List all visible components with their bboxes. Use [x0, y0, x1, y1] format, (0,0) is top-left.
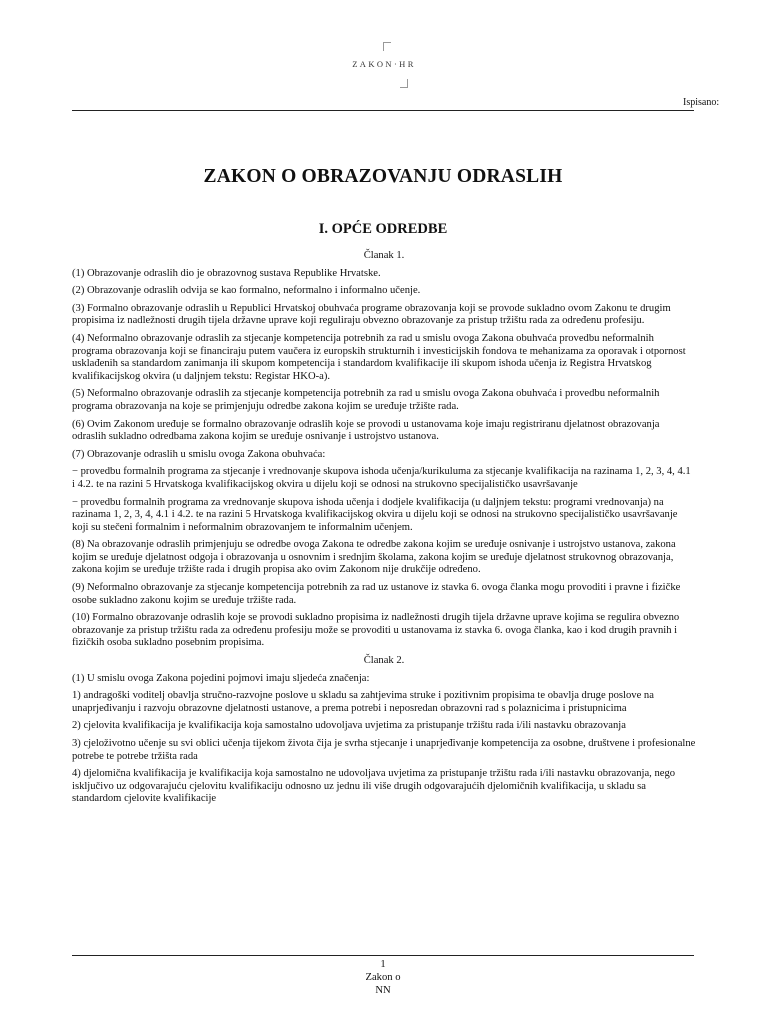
logo-corner-mark-top	[383, 42, 391, 51]
definition-item: 4) djelomična kvalifikacija je kvalifikacija koja samostalno ne udovoljava uvjetima za pristupanje tržištu rada i/ili nastavku obrazovanja, nego isključivo uz odgovarajuću cjelovitu kvalifikaciju odnosno uz jednu ili više drugih odgovarajućih djelomičnih kvalifikacija, u skladu sa standardom cjelovite kvalifikacije	[72, 768, 676, 805]
paragraph: (4) Neformalno obrazovanje odraslih za stjecanje kompetencija potrebnih za rad u smislu ovoga Zakona obuhvaća provedbu neformalnih programa obrazovanja koji se financiraju putem vaučera iz europskih strukturnih i investicijskih fondova te mehanizama za oporavak i otpornost usklađenih sa standardom zanimanja ili skupom kompetencija i standardom kvalifikacije ili skupom ishoda učenja iz Registra Hrvatskog kvalifikacijskog okvira (u daljnjem tekstu: Registar HKO-a).	[72, 332, 686, 382]
print-label: Ispisano:	[683, 97, 720, 108]
list-item: − provedbu formalnih programa za stjecanje i vrednovanje skupova ishoda učenja/kurikuluma za stjecanje kvalifikacija na razinama 1, 2, 3, 4, 4.1 i 4.2. te na razini 5 Hrvatskoga kvalifikacijskog okvira u dijelu koji se odnosi na strukovno specijalističko usavršavanje	[72, 466, 691, 490]
document-body	[72, 250, 696, 811]
page-number: 1	[380, 959, 386, 970]
footer-line-1: Zakon o	[365, 972, 401, 983]
footer-divider	[72, 955, 694, 956]
paragraph: (1) Obrazovanje odraslih dio je obrazovnog sustava Republike Hrvatske.	[72, 267, 381, 279]
section-heading: I. OPĆE ODREDBE	[318, 221, 448, 237]
paragraph: (7) Obrazovanje odraslih u smislu ovoga Zakona obuhvaća:	[72, 448, 326, 460]
list-item: − provedbu formalnih programa za vrednovanje skupova ishoda učenja i dodjele kvalifikacija (u daljnjem tekstu: programi vrednovanja) na razinama 1, 2, 3, 4, 4.1 i 4.2. te na razini 5 Hrvatskoga kvalifikacijskog okvira u dijelu koji se odnosi na strukovno specijalističko usavršavanje koji su stečeni formalnim i neformalnim obrazovanjem te informalnim učenjem.	[72, 496, 678, 533]
site-logo	[326, 42, 442, 88]
header-divider	[72, 110, 694, 111]
paragraph: (2) Obrazovanje odraslih odvija se kao formalno, neformalno i informalno učenje.	[72, 285, 421, 297]
footer-line-2: NN	[375, 985, 391, 996]
logo-corner-mark-bottom	[400, 79, 408, 88]
paragraph: (5) Neformalno obrazovanje odraslih za stjecanje kompetencija potrebnih za rad u smislu ovoga Zakona obuhvaća i provedbu neformalnih programa obrazovanja na koje se primjenjuju odredbe zakona kojim se uređuje tržište rada.	[72, 388, 660, 412]
page-footer	[72, 958, 694, 997]
paragraph: (1) U smislu ovoga Zakona pojedini pojmovi imaju sljedeća značenja:	[72, 672, 370, 684]
paragraph: (8) Na obrazovanje odraslih primjenjuju se odredbe ovoga Zakona te odredbe zakona kojim se uređuje osnivanje i ustrojstvo ustanova, zakona kojim se uređuje djelatnost odgoja i obrazovanja u osnovnim i srednjim školama, zakona kojim se uređuje djelatnost strukovnog obrazovanja, zakona kojim se uređuje tržište rada i drugih propisa ako ovim Zakonom nije drukčije određeno.	[72, 539, 676, 576]
paragraph: (6) Ovim Zakonom uređuje se formalno obrazovanje odraslih koje se provodi u ustanovama koje imaju registriranu djelatnost obrazovanja odraslih sukladno odredbama zakona kojim se uređuje osnivanje i ustrojstvo ustanova.	[72, 418, 660, 443]
logo-text: ZAKON·HR	[352, 59, 416, 69]
definition-item: 2) cjelovita kvalifikacija je kvalifikacija koja samostalno udovoljava uvjetima za pristupanje tržištu rada i/ili nastavku obrazovanja	[72, 720, 626, 732]
paragraph: (10) Formalno obrazovanje odraslih koje se provodi sukladno propisima iz nadležnosti drugih tijela državne uprave kojima se regulira obvezno obrazovanje za pristup tržištu rada za određenu profesiju može se provoditi u ustanovama iz stavka 6. ovoga članka, kao i kod drugih pravnih i fizičkih osoba sukladno posebnim propisima.	[72, 612, 680, 649]
article-heading: Članak 2.	[363, 655, 405, 667]
paragraph: (3) Formalno obrazovanje odraslih u Republici Hrvatskoj obuhvaća programe obrazovanja koji se provode sukladno ovom Zakonu te drugim propisima iz nadležnosti drugih tijela državne uprave koji reguliraju obvezno obrazovanje za pristup tržištu rada za određenu profesiju.	[72, 302, 671, 327]
document-title: ZAKON O OBRAZOVANJU ODRASLIH	[203, 166, 563, 187]
article-heading: Članak 1.	[363, 250, 405, 261]
definition-item: 3) cjeloživotno učenje su svi oblici učenja tijekom života čija je svrha stjecanje i unaprjeđivanje kompetencija za osobne, društvene i profesionalne potrebe te potrebe tržišta rada	[72, 738, 696, 762]
definition-item: 1) andragoški voditelj obavlja stručno-razvojne poslove u skladu sa zahtjevima struke i pozitivnim propisima te obavlja druge poslove na unaprjeđivanju i razvoju obrazovne djelatnosti ustanove, a prema potrebi i neposredan obrazovni rad s polaznicima i pristupnicima	[72, 690, 654, 714]
paragraph: (9) Neformalno obrazovanje za stjecanje kompetencija potrebnih za rad uz ustanove iz stavka 6. ovoga članka mogu provoditi i pravne i fizičke osobe sukladno zakonu kojim se uređuje tržište rada.	[72, 582, 681, 606]
